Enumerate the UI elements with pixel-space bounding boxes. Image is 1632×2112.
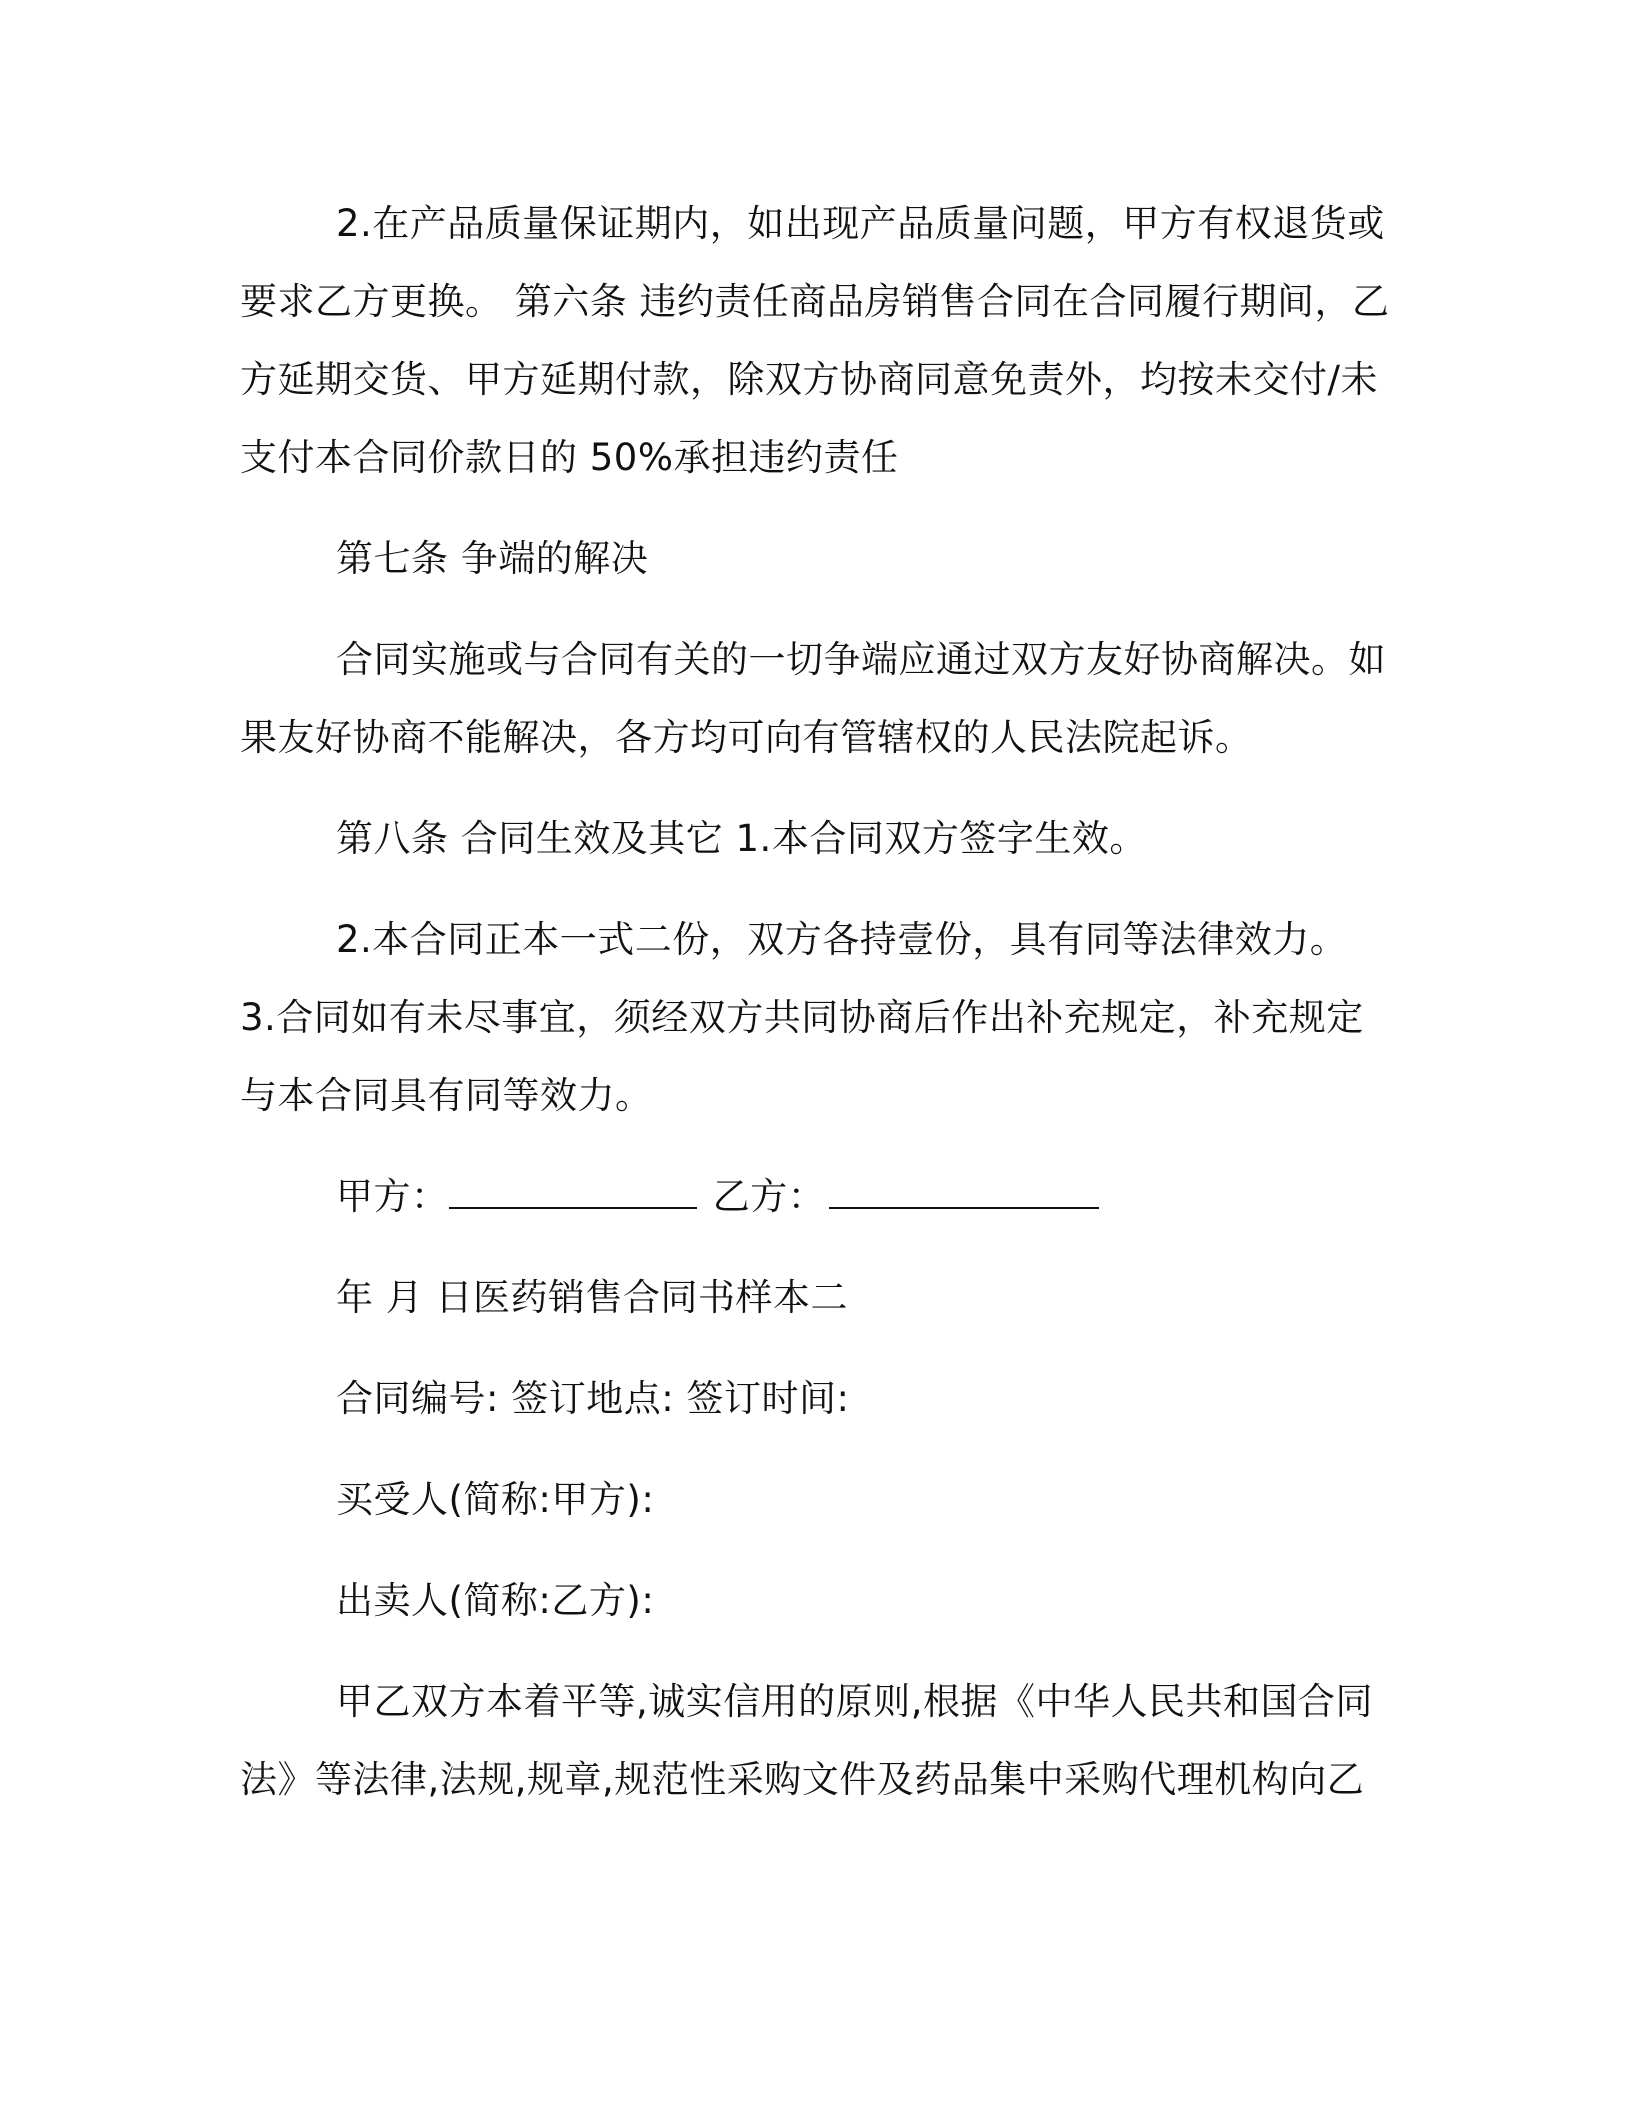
paragraph-seller: 出卖人(简称:乙方): [336, 1579, 655, 1622]
party-a-label: 甲方： [336, 1175, 449, 1218]
paragraph-contract-info: 合同编号: 签订地点: 签订时间: [336, 1377, 850, 1420]
paragraph-article-8: 第八条 合同生效及其它 1.本合同双方签字生效。 [336, 817, 1147, 860]
paragraph-warranty-liability: 2.在产品质量保证期内，如出现产品质量问题，甲方有权退货或要求乙方更换。 第六条 违约责任商品房销售合同在合同履行期间，乙方延期交货、甲方延期付款，除双方协商同意免责外，均按未交付/未支付本合同价款日的 50%承担违约责任 [240, 202, 1390, 479]
heading-article-7: 第七条 争端的解决 [336, 537, 649, 580]
signature-line [240, 1158, 1390, 1236]
paragraph-dispute-resolution: 合同实施或与合同有关的一切争端应通过双方友好协商解决。如果友好协商不能解决，各方均可向有管辖权的人民法院起诉。 [240, 638, 1386, 759]
party-b-signature-blank [829, 1171, 1099, 1209]
party-b-label: 乙方： [712, 1175, 826, 1218]
paragraph-principles: 甲乙双方本着平等,诚实信用的原则,根据《中华人民共和国合同法》等法律,法规,规章,规范性采购文件及药品集中采购代理机构向乙 [240, 1680, 1374, 1801]
paragraph-copies-supplement: 2.本合同正本一式二份，双方各持壹份，具有同等法律效力。 3.合同如有未尽事宜，须经双方共同协商后作出补充规定，补充规定与本合同具有同等效力。 [240, 918, 1364, 1117]
party-a-signature-blank [449, 1171, 697, 1209]
paragraph-date-sample-title: 年 月 日医药销售合同书样本二 [336, 1276, 849, 1319]
paragraph-buyer: 买受人(简称:甲方): [336, 1478, 655, 1521]
document-body [240, 185, 1390, 1819]
